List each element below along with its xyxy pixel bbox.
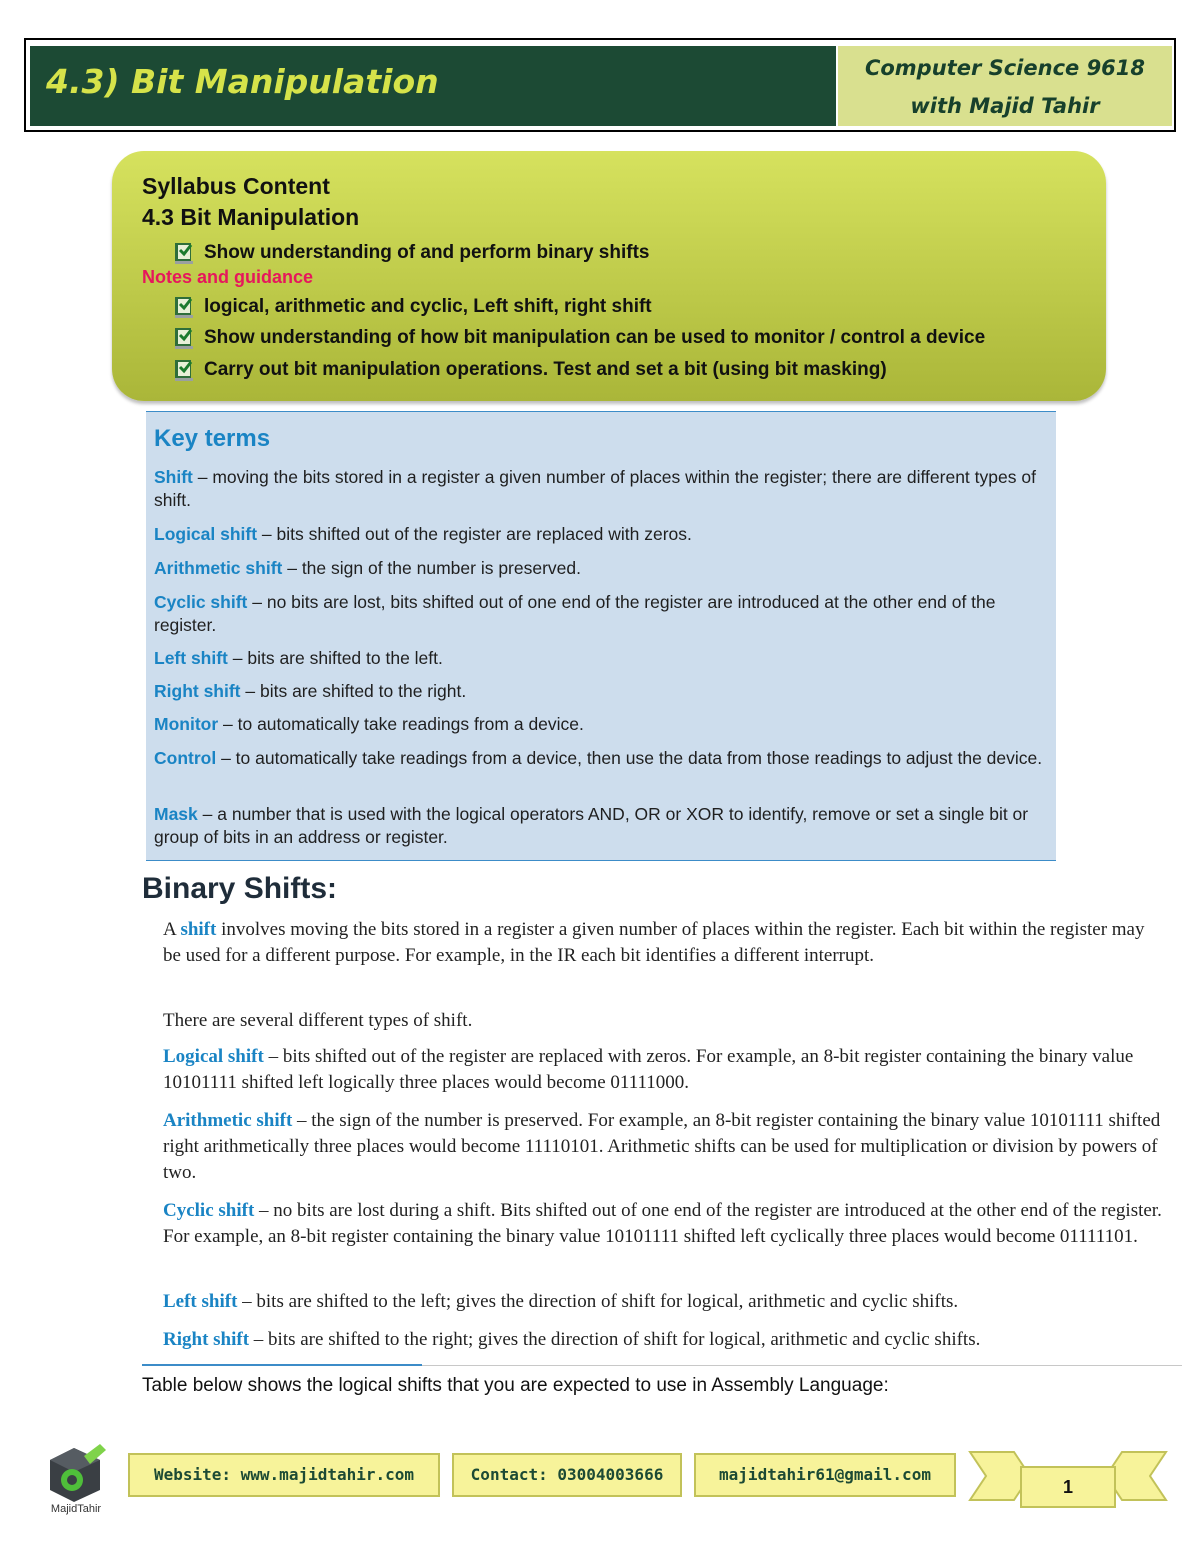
key-term-definition: – to automatically take readings from a device. [218,714,584,734]
notes-item: logical, arithmetic and cyclic, Left shift, right shift [174,295,652,321]
binary-shifts-heading: Binary Shifts: [142,872,338,905]
key-terms-title: Key terms [154,425,271,452]
key-term-definition: – bits are shifted to the left. [227,648,443,668]
page-header [24,38,1176,132]
key-term-entry [154,803,1044,849]
key-term-definition: – to automatically take readings from a device, then use the data from those readings to adjust the device. [216,748,1043,768]
key-term-entry [154,557,1044,580]
book-bullet-icon [174,358,196,382]
book-bullet-icon [174,295,196,319]
key-term-definition: – bits shifted out of the register are replaced with zeros. [257,524,692,544]
author-name: with Majid Tahir [910,94,1100,118]
book-bullet-icon [174,241,196,265]
key-terms-box [146,411,1056,861]
key-term-definition: – moving the bits stored in a register a given number of places within the register; there are different types of shift. [154,467,1036,510]
contact-number: Contact: 03004003666 [452,1453,682,1497]
key-term-entry [154,680,1044,703]
key-term-definition: – the sign of the number is preserved. [282,558,581,578]
notes-item: Carry out bit manipulation operations. Test and set a bit (using bit masking) [174,358,887,384]
shift-type-paragraph: Right shift – bits are shifted to the right; gives the direction of shift for logical, arithmetic and cyclic shifts. [163,1329,981,1350]
key-term-name: Logical shift [154,524,258,544]
page-title: 4.3) Bit Manipulation [46,62,439,101]
key-term-name: Monitor [154,714,219,734]
shift-type-paragraph: Cyclic shift – no bits are lost during a shift. Bits shifted out of one end of the register are introduced at the other end of the register. For example, an 8-bit register containing the binary value 10101111 shifted left cyclically three places would become 01111101. [163,1200,1162,1247]
key-term-name: Mask [154,804,198,824]
notes-item: Show understanding of how bit manipulation can be used to monitor / control a device [174,326,985,352]
key-term-entry [154,647,1044,670]
logo-text: MajidTahir [50,1503,102,1515]
key-term-definition: – bits are shifted to the right. [240,681,467,701]
shift-types-intro: There are several different types of shift. [163,1010,473,1031]
shift-type-paragraph: Logical shift – bits shifted out of the register are replaced with zeros. For example, an 8-bit register containing the binary value 10101111 shifted left logically three places would become 01111000. [163,1046,1134,1093]
syllabus-section: 4.3 Bit Manipulation [142,204,360,230]
header-title-panel [30,46,836,126]
key-term-name: Control [154,748,217,768]
course-name: Computer Science 9618 [864,56,1146,80]
table-intro-text: Table below shows the logical shifts that you are expected to use in Assembly Language: [142,1375,889,1396]
key-term-name: Arithmetic shift [154,558,283,578]
shift-type-paragraph: Arithmetic shift – the sign of the number is preserved. For example, an 8-bit register containing the binary value 10101111 shifted right arithmetically three places would become 11110101. Arithmetic shifts can be used for multiplication or division by powers of two. [163,1110,1161,1183]
key-term-entry [154,591,1044,637]
key-term-definition: – no bits are lost, bits shifted out of one end of the register are introduced at the other end of the register. [154,592,996,635]
key-term-definition: – a number that is used with the logical operators AND, OR or XOR to identify, remove or set a single bit or group of bits in an address or register. [154,804,1029,847]
key-term-entry [154,713,1044,736]
syllabus-heading: Syllabus Content [142,173,330,199]
key-term-entry [154,747,1044,770]
notes-guidance-label: Notes and guidance [142,267,314,287]
key-term-name: Right shift [154,681,241,701]
syllabus-box [112,151,1106,401]
page-number: 1 [1020,1466,1116,1508]
shift-type-paragraph: Left shift – bits are shifted to the left; gives the direction of shift for logical, arithmetic and cyclic shifts. [163,1291,959,1312]
key-term-entry [154,466,1044,512]
key-term-name: Shift [154,467,193,487]
header-subtitle-panel [838,46,1172,126]
website-link[interactable]: Website: www.majidtahir.com [128,1453,440,1497]
syllabus-item: Show understanding of and perform binary shifts [174,241,649,267]
key-term-entry [154,523,1044,546]
section-divider [142,1364,422,1366]
shift-intro-paragraph: A shift involves moving the bits stored in a register a given number of places within the register. Each bit within the register may be used for a different purpose. For example, in the IR each bit identifies a different interrupt. [163,919,1145,966]
book-bullet-icon [174,326,196,350]
section-divider-rule [422,1365,1182,1366]
key-term-name: Cyclic shift [154,592,248,612]
email-link[interactable]: majidtahir61@gmail.com [694,1453,956,1497]
key-term-name: Left shift [154,648,228,668]
